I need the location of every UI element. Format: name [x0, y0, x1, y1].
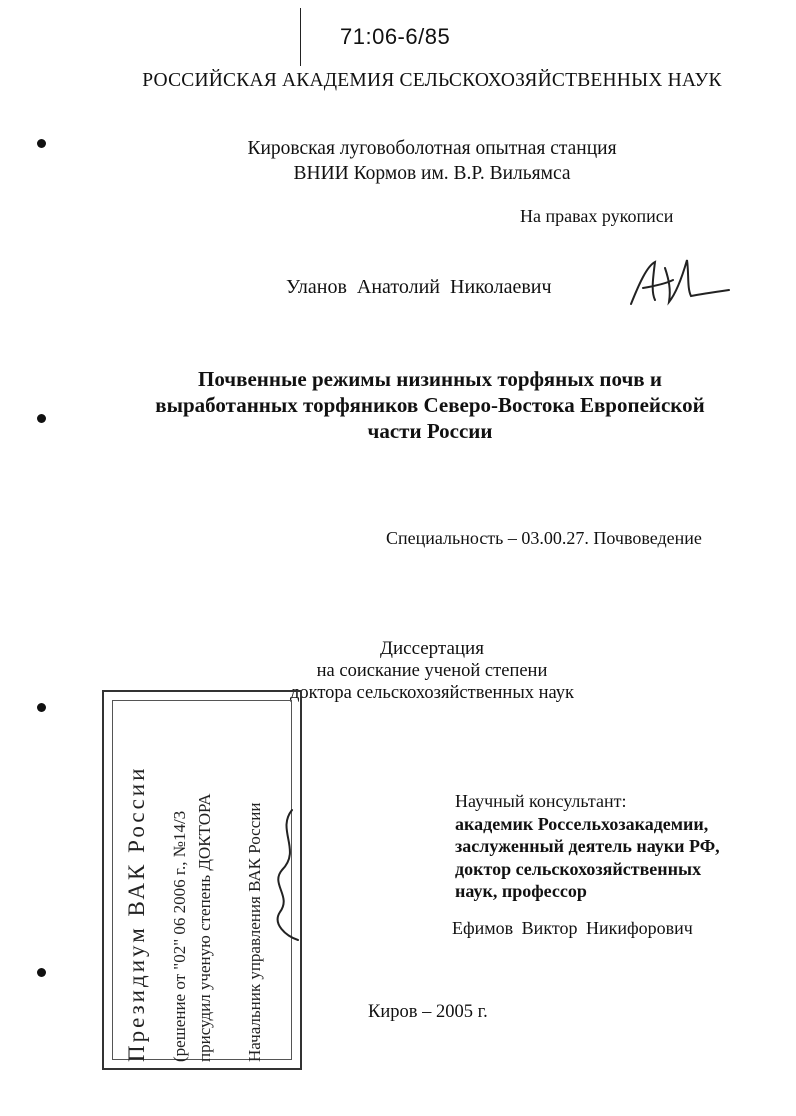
dissertation-field-line: доктора сельскохозяйственных наук — [289, 683, 575, 703]
dissertation-degree-line: на соискание ученой степени — [316, 661, 548, 681]
stamp-line-1: Президиум ВАК России — [124, 765, 149, 1062]
archive-code: 71:06-6/85 — [340, 24, 451, 49]
binder-hole — [37, 968, 46, 977]
station-block — [0, 136, 796, 186]
binder-hole — [37, 414, 46, 423]
dissertation-label: Диссертация — [380, 638, 484, 659]
title-line-1: Почвенные режимы низинных торфяных почв и — [198, 367, 662, 391]
title-line-3: части России — [367, 419, 493, 443]
stamp-signature — [262, 800, 310, 950]
author-name: Уланов Анатолий Николаевич — [286, 276, 552, 298]
consultant-label: Научный консультант: — [455, 791, 627, 811]
rights-note: На правах рукописи — [520, 206, 674, 226]
consultant-line-4: наук, профессор — [455, 881, 587, 901]
city-year: Киров – 2005 г. — [368, 1002, 488, 1022]
stamp-line-3: присудил ученую степень ДОКТОРА — [195, 793, 214, 1062]
consultant-name: Ефимов Виктор Никифорович — [452, 918, 693, 938]
stamp-line-4: Начальник управления ВАК России — [245, 802, 264, 1062]
consultant-line-1: академик Россельхозакадемии, — [455, 813, 709, 834]
consultant-line-3: доктор сельскохозяйственных — [455, 858, 702, 879]
academy-name: РОССИЙСКАЯ АКАДЕМИЯ СЕЛЬСКОХОЗЯЙСТВЕННЫХ НАУК — [142, 70, 722, 91]
dissertation-title — [90, 366, 770, 444]
author-signature — [625, 244, 735, 314]
consultant-line-2: заслуженный деятель науки РФ, — [455, 836, 720, 856]
stamp-line-2: (решение от "02" 06 2006 г., №14/3 — [170, 810, 189, 1062]
binder-hole — [37, 703, 46, 712]
binder-hole — [37, 139, 46, 148]
station-line-2: ВНИИ Кормов им. В.Р. Вильямса — [293, 163, 571, 184]
consultant-block — [455, 790, 720, 903]
station-line-1: Кировская луговоболотная опытная станция — [247, 138, 617, 159]
title-line-2: выработанных торфяников Северо-Востока Европейской — [155, 393, 705, 417]
margin-line — [300, 8, 301, 66]
specialty: Специальность – 03.00.27. Почвоведение — [386, 528, 702, 548]
